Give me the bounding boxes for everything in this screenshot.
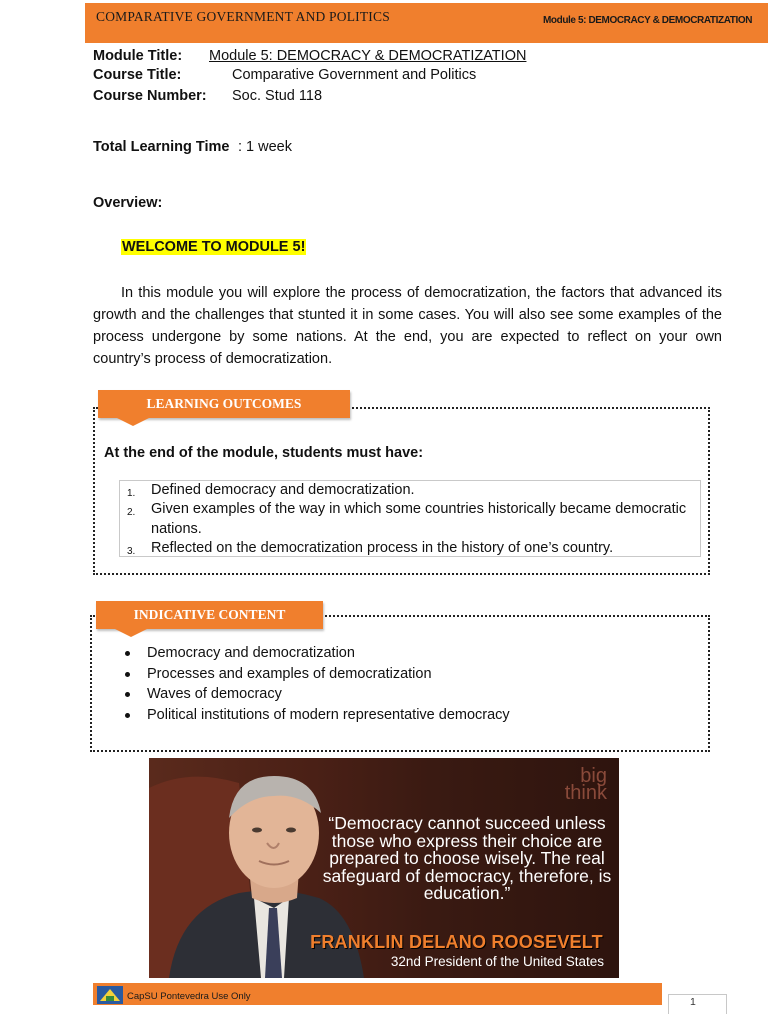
list-text: Defined democracy and democratization.	[151, 482, 415, 498]
header-course-title: COMPARATIVE GOVERNMENT AND POLITICS	[96, 9, 390, 24]
watermark-logo	[564, 765, 607, 804]
bullet-icon	[125, 692, 130, 697]
header-module-title: Module 5: DEMOCRACY & DEMOCRATIZATION	[543, 15, 753, 26]
outcomes-table	[119, 480, 701, 557]
course-number-value: Soc. Stud 118	[232, 88, 323, 104]
list-text: Waves of democracy	[147, 686, 282, 702]
module-title-label: Module Title:	[93, 48, 183, 64]
watermark-line: think	[564, 782, 607, 804]
list-number: 2.	[127, 507, 136, 518]
learning-outcomes-lead: At the end of the module, students must have:	[104, 445, 424, 461]
school-logo-icon	[97, 986, 123, 1004]
list-number: 3.	[127, 546, 136, 557]
learning-outcomes-tab: LEARNING OUTCOMES	[98, 390, 350, 418]
quote-author: FRANKLIN DELANO ROOSEVELT	[310, 932, 603, 952]
welcome-highlight: WELCOME TO MODULE 5!	[122, 239, 306, 255]
list-number: 1.	[127, 488, 136, 499]
overview-heading: Overview:	[93, 195, 163, 211]
list-text: Democracy and democratization	[147, 645, 355, 661]
bullet-icon	[125, 713, 130, 718]
learning-time-label: Total Learning Time	[93, 139, 230, 155]
quote-image	[149, 758, 619, 978]
list-text: Reflected on the democratization process in the history of one’s country.	[151, 540, 614, 556]
bullet-icon	[125, 672, 130, 677]
list-text: Processes and examples of democratization	[147, 665, 432, 682]
quote-text: “Democracy cannot succeed unless those who express their choice are prepared to choose wisely. The real safeguard of democracy, therefore, is education.”	[322, 813, 612, 903]
page-number-box	[668, 994, 727, 1014]
overview-paragraph: In this module you will explore the process of democratization, the factors that advanced its growth and the challenges that stunted it in some cases. You will also see some examples of the process undergone by some nations. At the end, you are expected to reflect on your own country’s process of democratization.	[93, 285, 722, 367]
page-number: 1	[690, 996, 696, 1008]
bullet-icon	[125, 651, 130, 656]
indicative-content-tab: INDICATIVE CONTENT	[96, 601, 323, 629]
quote-author-title: 32nd President of the United States	[390, 954, 604, 969]
learning-outcomes-tab-pointer	[117, 418, 149, 426]
footer-text: CapSU Pontevedra Use Only	[127, 991, 251, 1002]
watermark-line: big	[580, 765, 607, 787]
course-title-label: Course Title:	[93, 67, 182, 83]
list-text: Given examples of the way in which some countries historically became democratic nations.	[151, 501, 687, 537]
learning-time-value: : 1 week	[238, 139, 292, 155]
course-title-value: Comparative Government and Politics	[232, 67, 477, 83]
indicative-content-tab-pointer	[115, 629, 147, 637]
course-number-label: Course Number:	[93, 88, 207, 104]
list-text: Political institutions of modern representative democracy	[147, 706, 510, 723]
module-title-value: Module 5: DEMOCRACY & DEMOCRATIZATION	[209, 48, 527, 64]
